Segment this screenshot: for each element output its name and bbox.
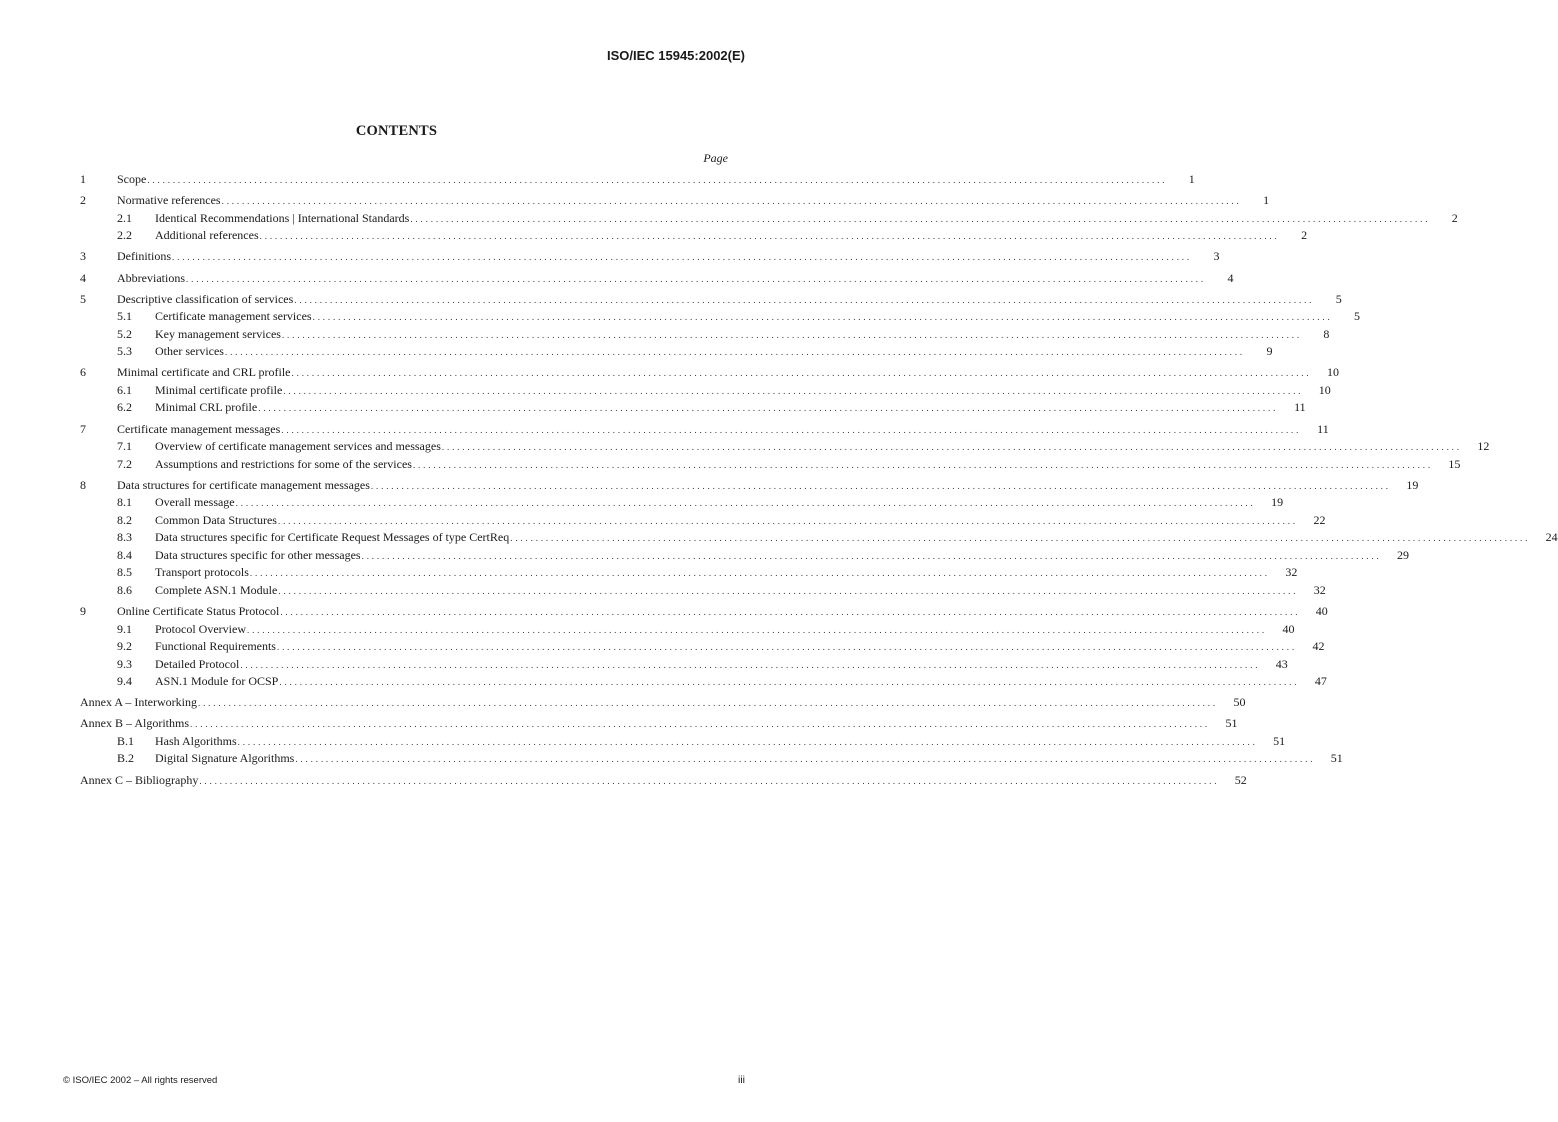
toc-entry-number: B.2	[117, 751, 135, 766]
toc-entry-number: 7.2	[117, 456, 132, 471]
toc-entry-page: 29	[1397, 547, 1410, 562]
toc-entry-page: 40	[1315, 604, 1328, 618]
toc-entry-number: 2.1	[117, 210, 132, 225]
toc-entry-number: 8.4	[117, 547, 132, 562]
toc-entry-page: 10	[1318, 382, 1331, 397]
toc-entry-number: 1	[80, 172, 86, 186]
toc-entry-page: 11	[1317, 421, 1329, 436]
dot-leader: . . . . . . . . . . . . . . . . . . . . . . . . . . . . . . . . . . . . . . . . . . . . . . . . . . . . . . . . . . . . . . . . . . . . . . . . . . . . . . . . . . . . . . . . . . . . . . . . . . . . . . . . . . . . . . . . . . . . . . . . . . . . . . . . . . . . . . . . . . . . . . . . . . . . . . . . . . . . . . . . . . . . . . . . . . . . . . . . . . . . . . . . . . . . . . . . . . . . . . . .	[172, 252, 1190, 263]
page-column-label: Page	[703, 151, 728, 165]
toc-entry[interactable]	[80, 750, 1343, 768]
dot-leader: . . . . . . . . . . . . . . . . . . . . . . . . . . . . . . . . . . . . . . . . . . . . . . . . . . . . . . . . . . . . . . . . . . . . . . . . . . . . . . . . . . . . . . . . . . . . . . . . . . . . . . . . . . . . . . . . . . . . . . . . . . . . . . . . . . . . . . . . . . . . . . . . . . . . . . . . . . . . . . . . . . . . . . . . . . . . . . . . . . . . . . . . . . . . . . . . . . . . . . . .	[259, 231, 1278, 242]
dot-leader: . . . . . . . . . . . . . . . . . . . . . . . . . . . . . . . . . . . . . . . . . . . . . . . . . . . . . . . . . . . . . . . . . . . . . . . . . . . . . . . . . . . . . . . . . . . . . . . . . . . . . . . . . . . . . . . . . . . . . . . . . . . . . . . . . . . . . . . . . . . . . . . . . . . . . . . . . . . . . . . . . . . . . . . . . . . . . . . . . . . . . . . . . . . . . . . . . . . . . . . .	[190, 719, 1208, 730]
toc-entry-title: Functional Requirements	[155, 639, 276, 653]
dot-leader: . . . . . . . . . . . . . . . . . . . . . . . . . . . . . . . . . . . . . . . . . . . . . . . . . . . . . . . . . . . . . . . . . . . . . . . . . . . . . . . . . . . . . . . . . . . . . . . . . . . . . . . . . . . . . . . . . . . . . . . . . . . . . . . . . . . . . . . . . . . . . . . . . . . . . . . . . . . . . . . . . . . . . . . . . . . . . . . . . . . . . . . . . . . . . . . . . . . . . . . .	[235, 498, 1254, 509]
toc-entry-title: Data structures specific for Certificate Request Messages of type CertReq	[155, 530, 510, 545]
toc-entry[interactable]	[80, 364, 1339, 382]
toc-entry[interactable]	[80, 621, 1295, 639]
toc-entry-number: 5	[80, 291, 86, 306]
toc-entry-page: 5	[1354, 309, 1361, 324]
toc-entry-number: 6	[80, 365, 86, 380]
dot-leader: . . . . . . . . . . . . . . . . . . . . . . . . . . . . . . . . . . . . . . . . . . . . . . . . . . . . . . . . . . . . . . . . . . . . . . . . . . . . . . . . . . . . . . . . . . . . . . . . . . . . . . . . . . . . . . . . . . . . . . . . . . . . . . . . . . . . . . . . . . . . . . . . . . . . . . . . . . . . . . . . . . . . . . . . . . . . . . . . . . . . . . . . . . . . . . . . . . . . . . . .	[240, 659, 1258, 670]
page-number: iii	[738, 1074, 745, 1086]
toc-entry-page: 1	[1188, 172, 1195, 186]
toc-entry-title: Abbreviations	[117, 270, 185, 285]
toc-entry-page: 12	[1477, 439, 1490, 454]
toc-entry[interactable]	[80, 673, 1327, 691]
toc-entry-number: 7	[80, 421, 86, 436]
toc-entry-number: B.1	[117, 733, 135, 748]
toc-entry-page: 52	[1234, 772, 1247, 787]
toc-entry-page: 8	[1323, 326, 1330, 341]
toc-entry-number: 9.4	[117, 674, 132, 688]
toc-entry[interactable]	[80, 171, 1195, 189]
toc-entry-page: 51	[1330, 751, 1343, 766]
toc-entry-number: 8.1	[117, 495, 132, 510]
toc-entry[interactable]	[80, 529, 1558, 547]
toc-entry-title: Online Certificate Status Protocol	[117, 604, 280, 618]
toc-entry[interactable]	[80, 210, 1458, 228]
toc-entry-title: Additional references	[155, 228, 259, 243]
toc-entry[interactable]	[80, 603, 1328, 621]
toc-entry[interactable]	[80, 564, 1298, 582]
toc-entry-title: Digital Signature Algorithms	[155, 751, 295, 766]
toc-entry[interactable]	[80, 582, 1326, 600]
toc-entry-page: 2	[1301, 228, 1308, 243]
dot-leader: . . . . . . . . . . . . . . . . . . . . . . . . . . . . . . . . . . . . . . . . . . . . . . . . . . . . . . . . . . . . . . . . . . . . . . . . . . . . . . . . . . . . . . . . . . . . . . . . . . . . . . . . . . . . . . . . . . . . . . . . . . . . . . . . . . . . . . . . . . . . . . . . . . . . . . . . . . . . . . . . . . . . . . . . . . . . . . . . . . . . . . . . . . . . . . . . . . . . . . . .	[291, 368, 1309, 379]
dot-leader: . . . . . . . . . . . . . . . . . . . . . . . . . . . . . . . . . . . . . . . . . . . . . . . . . . . . . . . . . . . . . . . . . . . . . . . . . . . . . . . . . . . . . . . . . . . . . . . . . . . . . . . . . . . . . . . . . . . . . . . . . . . . . . . . . . . . . . . . . . . . . . . . . . . . . . . . . . . . . . . . . . . . . . . . . . . . . . . . . . . . . . . . . . . . . . . . . . . . . . . .	[361, 550, 1380, 561]
toc-entry-title: Other services	[155, 344, 224, 359]
toc-entry-title: Transport protocols	[155, 565, 249, 580]
toc-entry-page: 42	[1312, 639, 1325, 653]
toc-entry-title: Identical Recommendations | International Standards	[155, 210, 410, 225]
toc-entry[interactable]	[80, 772, 1247, 790]
toc-entry-title: Data structures for certificate management messages	[117, 477, 370, 492]
toc-entry-number: 3	[80, 249, 86, 264]
dot-leader: . . . . . . . . . . . . . . . . . . . . . . . . . . . . . . . . . . . . . . . . . . . . . . . . . . . . . . . . . . . . . . . . . . . . . . . . . . . . . . . . . . . . . . . . . . . . . . . . . . . . . . . . . . . . . . . . . . . . . . . . . . . . . . . . . . . . . . . . . . . . . . . . . . . . . . . . . . . . . . . . . . . . . . . . . . . . . . . . . . . . . . . . . . . . . . . . . . . . . . . .	[410, 213, 1428, 224]
toc-entry-title: Certificate management messages	[117, 421, 281, 436]
toc-entry-title: Overall message	[155, 495, 235, 510]
toc-entry-title: Annex C – Bibliography	[80, 772, 199, 787]
dot-leader: . . . . . . . . . . . . . . . . . . . . . . . . . . . . . . . . . . . . . . . . . . . . . . . . . . . . . . . . . . . . . . . . . . . . . . . . . . . . . . . . . . . . . . . . . . . . . . . . . . . . . . . . . . . . . . . . . . . . . . . . . . . . . . . . . . . . . . . . . . . . . . . . . . . . . . . . . . . . . . . . . . . . . . . . . . . . . . . . . . . . . . . . . . . . . . . . . . . . . . . .	[277, 515, 1296, 526]
toc-entry-number: 9	[80, 604, 86, 618]
toc-entry[interactable]	[80, 382, 1331, 400]
toc-entry-number: 8	[80, 477, 86, 492]
toc-entry-number: 8.3	[117, 530, 132, 545]
toc-entry-page: 1	[1263, 193, 1270, 208]
toc-entry[interactable]	[80, 227, 1308, 245]
toc-entry[interactable]	[80, 270, 1234, 288]
toc-entry-number: 5.2	[117, 326, 132, 341]
dot-leader: . . . . . . . . . . . . . . . . . . . . . . . . . . . . . . . . . . . . . . . . . . . . . . . . . . . . . . . . . . . . . . . . . . . . . . . . . . . . . . . . . . . . . . . . . . . . . . . . . . . . . . . . . . . . . . . . . . . . . . . . . . . . . . . . . . . . . . . . . . . . . . . . . . . . . . . . . . . . . . . . . . . . . . . . . . . . . . . . . . . . . . . . . . . . . . . . . . . . . . . .	[224, 347, 1243, 358]
toc-entry-title: Minimal certificate profile	[155, 382, 283, 397]
dot-leader: . . . . . . . . . . . . . . . . . . . . . . . . . . . . . . . . . . . . . . . . . . . . . . . . . . . . . . . . . . . . . . . . . . . . . . . . . . . . . . . . . . . . . . . . . . . . . . . . . . . . . . . . . . . . . . . . . . . . . . . . . . . . . . . . . . . . . . . . . . . . . . . . . . . . . . . . . . . . . . . . . . . . . . . . . . . . . . . . . . . . . . . . . . . . . . . . . . . . . . . .	[281, 329, 1300, 340]
toc-entry-title: Definitions	[117, 249, 171, 264]
toc-entry[interactable]	[80, 733, 1286, 751]
toc-entry-number: 8.2	[117, 512, 132, 527]
toc-entry-page: 3	[1213, 249, 1220, 264]
toc-entry-page: 2	[1451, 210, 1458, 225]
toc-entry-title: Descriptive classification of services	[117, 291, 294, 306]
toc-entry-title: Key management services	[155, 326, 281, 341]
dot-leader: . . . . . . . . . . . . . . . . . . . . . . . . . . . . . . . . . . . . . . . . . . . . . . . . . . . . . . . . . . . . . . . . . . . . . . . . . . . . . . . . . . . . . . . . . . . . . . . . . . . . . . . . . . . . . . . . . . . . . . . . . . . . . . . . . . . . . . . . . . . . . . . . . . . . . . . . . . . . . . . . . . . . . . . . . . . . . . . . . . . . . . . . . . . . . . . . . . . . . . . .	[147, 175, 1165, 185]
dot-leader: . . . . . . . . . . . . . . . . . . . . . . . . . . . . . . . . . . . . . . . . . . . . . . . . . . . . . . . . . . . . . . . . . . . . . . . . . . . . . . . . . . . . . . . . . . . . . . . . . . . . . . . . . . . . . . . . . . . . . . . . . . . . . . . . . . . . . . . . . . . . . . . . . . . . . . . . . . . . . . . . . . . . . . . . . . . . . . . . . . . . . . . . . . . . . . . . . . . . . . . .	[249, 568, 1268, 579]
toc-entry[interactable]	[80, 477, 1419, 495]
copyright-notice: © ISO/IEC 2002 – All rights reserved	[63, 1075, 218, 1086]
toc-entry-number: 6.2	[117, 400, 132, 415]
toc-entry-page: 32	[1285, 565, 1298, 580]
page-title: CONTENTS	[355, 123, 438, 139]
toc-entry[interactable]	[80, 638, 1325, 656]
dot-leader: . . . . . . . . . . . . . . . . . . . . . . . . . . . . . . . . . . . . . . . . . . . . . . . . . . . . . . . . . . . . . . . . . . . . . . . . . . . . . . . . . . . . . . . . . . . . . . . . . . . . . . . . . . . . . . . . . . . . . . . . . . . . . . . . . . . . . . . . . . . . . . . . . . . . . . . . . . . . . . . . . . . . . . . . . . . . . . . . . . . . . . . . . . . . . . . . . . . . . . . .	[276, 642, 1295, 652]
toc-entry-number: 6.1	[117, 382, 132, 397]
dot-leader: . . . . . . . . . . . . . . . . . . . . . . . . . . . . . . . . . . . . . . . . . . . . . . . . . . . . . . . . . . . . . . . . . . . . . . . . . . . . . . . . . . . . . . . . . . . . . . . . . . . . . . . . . . . . . . . . . . . . . . . . . . . . . . . . . . . . . . . . . . . . . . . . . . . . . . . . . . . . . . . . . . . . . . . . . . . . . . . . . . . . . . . . . . . . . . . . . . . . . . . .	[278, 585, 1296, 596]
toc-entry[interactable]	[80, 421, 1329, 439]
toc-entry-title: Hash Algorithms	[155, 733, 237, 748]
toc-entry-title: Minimal CRL profile	[155, 400, 258, 415]
dot-leader: . . . . . . . . . . . . . . . . . . . . . . . . . . . . . . . . . . . . . . . . . . . . . . . . . . . . . . . . . . . . . . . . . . . . . . . . . . . . . . . . . . . . . . . . . . . . . . . . . . . . . . . . . . . . . . . . . . . . . . . . . . . . . . . . . . . . . . . . . . . . . . . . . . . . . . . . . . . . . . . . . . . . . . . . . . . . . . . . . . . . . . . . . . . . . . . . . . . . . . . .	[279, 677, 1297, 687]
toc-entry-title: ASN.1 Module for OCSP	[155, 674, 279, 688]
toc-entry-page: 19	[1406, 477, 1419, 492]
toc-entry-page: 11	[1294, 400, 1306, 415]
toc-entry-title: Annex B – Algorithms	[80, 716, 190, 731]
toc-entry[interactable]	[80, 399, 1306, 417]
toc-entry-page: 22	[1313, 512, 1326, 527]
dot-leader: . . . . . . . . . . . . . . . . . . . . . . . . . . . . . . . . . . . . . . . . . . . . . . . . . . . . . . . . . . . . . . . . . . . . . . . . . . . . . . . . . . . . . . . . . . . . . . . . . . . . . . . . . . . . . . . . . . . . . . . . . . . . . . . . . . . . . . . . . . . . . . . . . . . . . . . . . . . . . . . . . . . . . . . . . . . . . . . . . . . . . . . . . . . . . . . . . . . . . . . .	[186, 273, 1204, 284]
toc-entry-page: 32	[1313, 582, 1326, 597]
toc-entry-title: Detailed Protocol	[155, 656, 240, 671]
toc-entry-title: Assumptions and restrictions for some of the services	[155, 456, 412, 471]
dot-leader: . . . . . . . . . . . . . . . . . . . . . . . . . . . . . . . . . . . . . . . . . . . . . . . . . . . . . . . . . . . . . . . . . . . . . . . . . . . . . . . . . . . . . . . . . . . . . . . . . . . . . . . . . . . . . . . . . . . . . . . . . . . . . . . . . . . . . . . . . . . . . . . . . . . . . . . . . . . . . . . . . . . . . . . . . . . . . . . . . . . . . . . . . . . . . . . . . . . . . . . .	[370, 480, 1389, 491]
toc-entry[interactable]	[80, 694, 1246, 712]
document-id: ISO/IEC 15945:2002(E)	[606, 48, 745, 63]
dot-leader: . . . . . . . . . . . . . . . . . . . . . . . . . . . . . . . . . . . . . . . . . . . . . . . . . . . . . . . . . . . . . . . . . . . . . . . . . . . . . . . . . . . . . . . . . . . . . . . . . . . . . . . . . . . . . . . . . . . . . . . . . . . . . . . . . . . . . . . . . . . . . . . . . . . . . . . . . . . . . . . . . . . . . . . . . . . . . . . . . . . . . . . . . . . . . . . . . . . . . . . .	[294, 294, 1312, 305]
toc-entry[interactable]	[80, 456, 1461, 474]
dot-leader: . . . . . . . . . . . . . . . . . . . . . . . . . . . . . . . . . . . . . . . . . . . . . . . . . . . . . . . . . . . . . . . . . . . . . . . . . . . . . . . . . . . . . . . . . . . . . . . . . . . . . . . . . . . . . . . . . . . . . . . . . . . . . . . . . . . . . . . . . . . . . . . . . . . . . . . . . . . . . . . . . . . . . . . . . . . . . . . . . . . . . . . . . . . . . . . . . . . . . . . .	[441, 442, 1460, 453]
toc-entry-number: 9.1	[117, 621, 132, 636]
toc-entry[interactable]	[80, 192, 1270, 210]
dot-leader: . . . . . . . . . . . . . . . . . . . . . . . . . . . . . . . . . . . . . . . . . . . . . . . . . . . . . . . . . . . . . . . . . . . . . . . . . . . . . . . . . . . . . . . . . . . . . . . . . . . . . . . . . . . . . . . . . . . . . . . . . . . . . . . . . . . . . . . . . . . . . . . . . . . . . . . . . . . . . . . . . . . . . . . . . . . . . . . . . . . . . . . . . . . . . . . . . . . . . . . .	[312, 312, 1331, 323]
dot-leader: . . . . . . . . . . . . . . . . . . . . . . . . . . . . . . . . . . . . . . . . . . . . . . . . . . . . . . . . . . . . . . . . . . . . . . . . . . . . . . . . . . . . . . . . . . . . . . . . . . . . . . . . . . . . . . . . . . . . . . . . . . . . . . . . . . . . . . . . . . . . . . . . . . . . . . . . . . . . . . . . . . . . . . . . . . . . . . . . . . . . . . . . . . . . . . . . . . . . . . . .	[281, 424, 1299, 435]
toc-entry[interactable]	[80, 715, 1238, 733]
toc-entry-number: 5.1	[117, 309, 132, 324]
dot-leader: . . . . . . . . . . . . . . . . . . . . . . . . . . . . . . . . . . . . . . . . . . . . . . . . . . . . . . . . . . . . . . . . . . . . . . . . . . . . . . . . . . . . . . . . . . . . . . . . . . . . . . . . . . . . . . . . . . . . . . . . . . . . . . . . . . . . . . . . . . . . . . . . . . . . . . . . . . . . . . . . . . . . . . . . . . . . . . . . . . . . . . . . . . . . . . . . . . . . . . . .	[237, 736, 1256, 747]
toc-entry-page: 24	[1545, 530, 1558, 545]
toc-entry-number: 5.3	[117, 344, 132, 359]
toc-entry[interactable]	[80, 656, 1288, 674]
toc-entry[interactable]	[80, 343, 1273, 361]
toc-entry-number: 9.3	[117, 656, 132, 671]
dot-leader: . . . . . . . . . . . . . . . . . . . . . . . . . . . . . . . . . . . . . . . . . . . . . . . . . . . . . . . . . . . . . . . . . . . . . . . . . . . . . . . . . . . . . . . . . . . . . . . . . . . . . . . . . . . . . . . . . . . . . . . . . . . . . . . . . . . . . . . . . . . . . . . . . . . . . . . . . . . . . . . . . . . . . . . . . . . . . . . . . . . . . . . . . . . . . . . . . . . . . . . .	[280, 607, 1298, 617]
toc-entry-page: 50	[1233, 695, 1246, 710]
toc-entry-page: 15	[1448, 456, 1461, 471]
toc-entry-title: Common Data Structures	[155, 512, 277, 527]
toc-entry-page: 5	[1335, 291, 1342, 306]
toc-entry-number: 2	[80, 193, 86, 208]
toc-entry-page: 10	[1326, 365, 1339, 380]
toc-entry-title: Overview of certificate management services and messages	[155, 439, 441, 454]
dot-leader: . . . . . . . . . . . . . . . . . . . . . . . . . . . . . . . . . . . . . . . . . . . . . . . . . . . . . . . . . . . . . . . . . . . . . . . . . . . . . . . . . . . . . . . . . . . . . . . . . . . . . . . . . . . . . . . . . . . . . . . . . . . . . . . . . . . . . . . . . . . . . . . . . . . . . . . . . . . . . . . . . . . . . . . . . . . . . . . . . . . . . . . . . . . . . . . . . . . . . . . .	[199, 775, 1217, 786]
toc-entry-page: 43	[1275, 656, 1288, 671]
toc-entry-page: 40	[1282, 621, 1295, 636]
toc-entry-page: 9	[1266, 344, 1273, 359]
toc-entry[interactable]	[80, 512, 1326, 530]
toc-entry-title: Protocol Overview	[155, 621, 246, 636]
toc-entry-page: 47	[1314, 674, 1327, 688]
dot-leader: . . . . . . . . . . . . . . . . . . . . . . . . . . . . . . . . . . . . . . . . . . . . . . . . . . . . . . . . . . . . . . . . . . . . . . . . . . . . . . . . . . . . . . . . . . . . . . . . . . . . . . . . . . . . . . . . . . . . . . . . . . . . . . . . . . . . . . . . . . . . . . . . . . . . . . . . . . . . . . . . . . . . . . . . . . . . . . . . . . . . . . . . . . . . . . . . . . . . . . . .	[295, 754, 1313, 765]
toc-entry-page: 51	[1225, 716, 1238, 731]
toc-entry-title: Normative references	[117, 193, 221, 208]
toc-entry-title: Annex A – Interworking	[80, 695, 197, 710]
toc-entry[interactable]	[80, 291, 1342, 309]
table-of-contents	[80, 171, 1558, 789]
toc-entry[interactable]	[80, 438, 1490, 456]
toc-entry-title: Scope	[117, 172, 147, 186]
toc-entry-page: 51	[1273, 733, 1286, 748]
toc-entry[interactable]	[80, 308, 1361, 326]
toc-entry-number: 9.2	[117, 639, 132, 653]
dot-leader: . . . . . . . . . . . . . . . . . . . . . . . . . . . . . . . . . . . . . . . . . . . . . . . . . . . . . . . . . . . . . . . . . . . . . . . . . . . . . . . . . . . . . . . . . . . . . . . . . . . . . . . . . . . . . . . . . . . . . . . . . . . . . . . . . . . . . . . . . . . . . . . . . . . . . . . . . . . . . . . . . . . . . . . . . . . . . . . . . . . . . . . . . . . . . . . . . . . . . . . .	[246, 624, 1265, 635]
toc-entry-number: 7.1	[117, 439, 132, 454]
toc-entry[interactable]	[80, 248, 1220, 266]
toc-entry-title: Certificate management services	[155, 309, 312, 324]
dot-leader: . . . . . . . . . . . . . . . . . . . . . . . . . . . . . . . . . . . . . . . . . . . . . . . . . . . . . . . . . . . . . . . . . . . . . . . . . . . . . . . . . . . . . . . . . . . . . . . . . . . . . . . . . . . . . . . . . . . . . . . . . . . . . . . . . . . . . . . . . . . . . . . . . . . . . . . . . . . . . . . . . . . . . . . . . . . . . . . . . . . . . . . . . . . . . . . . . . . . . . . .	[197, 698, 1216, 709]
toc-entry-number: 2.2	[117, 228, 132, 243]
dot-leader: . . . . . . . . . . . . . . . . . . . . . . . . . . . . . . . . . . . . . . . . . . . . . . . . . . . . . . . . . . . . . . . . . . . . . . . . . . . . . . . . . . . . . . . . . . . . . . . . . . . . . . . . . . . . . . . . . . . . . . . . . . . . . . . . . . . . . . . . . . . . . . . . . . . . . . . . . . . . . . . . . . . . . . . . . . . . . . . . . . . . . . . . . . . . . . . . . . . . . . . .	[283, 385, 1301, 396]
toc-entry-title: Data structures specific for other messages	[155, 547, 361, 562]
toc-entry-title: Complete ASN.1 Module	[155, 582, 278, 597]
dot-leader: . . . . . . . . . . . . . . . . . . . . . . . . . . . . . . . . . . . . . . . . . . . . . . . . . . . . . . . . . . . . . . . . . . . . . . . . . . . . . . . . . . . . . . . . . . . . . . . . . . . . . . . . . . . . . . . . . . . . . . . . . . . . . . . . . . . . . . . . . . . . . . . . . . . . . . . . . . . . . . . . . . . . . . . . . . . . . . . . . . . . . . . . . . . . . . . . . . . . . . . .	[258, 403, 1276, 414]
toc-entry-page: 19	[1271, 495, 1284, 510]
dot-leader: . . . . . . . . . . . . . . . . . . . . . . . . . . . . . . . . . . . . . . . . . . . . . . . . . . . . . . . . . . . . . . . . . . . . . . . . . . . . . . . . . . . . . . . . . . . . . . . . . . . . . . . . . . . . . . . . . . . . . . . . . . . . . . . . . . . . . . . . . . . . . . . . . . . . . . . . . . . . . . . . . . . . . . . . . . . . . . . . . . . . . . . . . . . . . . . . . . . . . . . .	[510, 533, 1528, 544]
toc-entry-title: Minimal certificate and CRL profile	[117, 365, 291, 380]
toc-entry-number: 8.6	[117, 582, 132, 597]
dot-leader: . . . . . . . . . . . . . . . . . . . . . . . . . . . . . . . . . . . . . . . . . . . . . . . . . . . . . . . . . . . . . . . . . . . . . . . . . . . . . . . . . . . . . . . . . . . . . . . . . . . . . . . . . . . . . . . . . . . . . . . . . . . . . . . . . . . . . . . . . . . . . . . . . . . . . . . . . . . . . . . . . . . . . . . . . . . . . . . . . . . . . . . . . . . . . . . . . . . . . . . .	[412, 459, 1431, 470]
toc-entry[interactable]	[80, 547, 1410, 565]
toc-entry[interactable]	[80, 326, 1330, 344]
dot-leader: . . . . . . . . . . . . . . . . . . . . . . . . . . . . . . . . . . . . . . . . . . . . . . . . . . . . . . . . . . . . . . . . . . . . . . . . . . . . . . . . . . . . . . . . . . . . . . . . . . . . . . . . . . . . . . . . . . . . . . . . . . . . . . . . . . . . . . . . . . . . . . . . . . . . . . . . . . . . . . . . . . . . . . . . . . . . . . . . . . . . . . . . . . . . . . . . . . . . . . . .	[221, 196, 1240, 207]
toc-entry[interactable]	[80, 494, 1284, 512]
toc-entry-number: 4	[80, 270, 86, 285]
toc-entry-number: 8.5	[117, 565, 132, 580]
toc-entry-page: 4	[1227, 270, 1234, 285]
